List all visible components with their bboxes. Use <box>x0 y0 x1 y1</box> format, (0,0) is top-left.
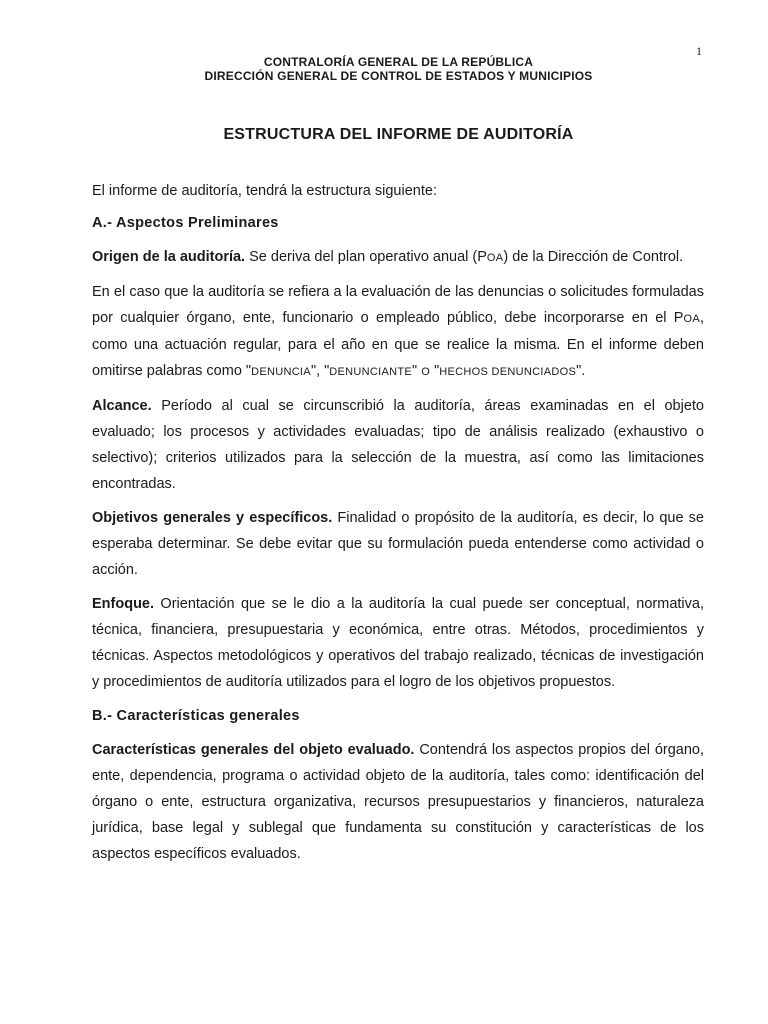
paragraph-caracteristicas <box>92 737 704 867</box>
paragraph-objetivos <box>92 505 704 583</box>
paragraph-alcance <box>92 393 704 497</box>
organization-header <box>0 55 768 83</box>
caso-word-denunciante: DENUNCIANTE <box>329 366 413 378</box>
caso-word-denuncia: DENUNCIA <box>251 366 311 378</box>
paragraph-origen <box>92 244 704 271</box>
caso-text-2: , como una actuación regular, para el año en que se realice la misma. En el informe deben omitirse palabras como " <box>92 310 704 379</box>
enfoque-text: Orientación que se le dio a la auditoría la cual puede ser conceptual, normativa, técnica, financiera, presupuestaria y económica, entre otras. Métodos, procedimientos y técnicas. Aspectos metodológicos y operativos del trabajo realizado, técnicas de investigación y procedimientos de auditoría utilizados para el logro de los objetivos propuestos. <box>92 596 704 690</box>
caso-text-5: " <box>430 363 440 379</box>
term-caracteristicas: Características generales del objeto evaluado. <box>92 742 415 758</box>
caso-text-1: En el caso que la auditoría se refiera a la evaluación de las denuncias o solicitudes formuladas por cualquier órgano, ente, funcionario o empleado público, debe incorporarse en el P <box>92 284 704 326</box>
paragraph-enfoque <box>92 591 704 695</box>
intro-paragraph: El informe de auditoría, tendrá la estructura siguiente: <box>92 183 437 199</box>
document-body <box>92 178 704 875</box>
document-title: ESTRUCTURA DEL INFORME DE AUDITORÍA <box>223 126 574 143</box>
objetivos-text: Finalidad o propósito de la auditoría, es decir, lo que se esperaba determinar. Se debe evitar que su formulación pueda entenderse como actividad o acción. <box>92 510 704 578</box>
term-origen: Origen de la auditoría. <box>92 249 246 265</box>
organization-name: CONTRALORÍA GENERAL DE LA REPÚBLICA <box>263 55 534 69</box>
section-a-heading: A.- Aspectos Preliminares <box>92 215 279 231</box>
caso-text-6: ". <box>576 363 586 379</box>
term-objetivos: Objetivos generales y específicos. <box>92 510 333 526</box>
term-enfoque: Enfoque. <box>92 596 155 612</box>
section-b-heading: B.- Características generales <box>92 708 300 724</box>
alcance-text: Período al cual se circunscribió la auditoría, áreas examinadas en el objeto evaluado; los procesos y actividades evaluadas; tipo de análisis realizado (exhaustivo o selectivo); criterios utilizados para la selección de la muestra, así como las limitaciones encontradas. <box>92 398 704 492</box>
caracteristicas-text: Contendrá los aspectos propios del órgano, ente, dependencia, programa o actividad objeto de la auditoría, tales como: identificación del órgano o ente, estructura organizativa, recursos presupuestarios y financieros, naturaleza jurídica, base legal y sublegal que fundamenta su constitución y características de los aspectos específicos evaluados. <box>92 742 704 862</box>
origen-text-1: Se deriva del plan operativo anual (P <box>245 249 487 265</box>
term-alcance: Alcance. <box>92 398 152 414</box>
paragraph-caso-denuncias <box>92 279 704 385</box>
origen-acronym: OA <box>486 252 504 264</box>
department-name: DIRECCIÓN GENERAL DE CONTROL DE ESTADOS Y MUNICIPIOS <box>204 69 593 83</box>
page-number: 1 <box>696 44 702 58</box>
caso-acronym: OA <box>683 313 700 325</box>
origen-text-2: ) de la Dirección de Control. <box>503 249 684 265</box>
caso-text-4: " <box>412 363 422 379</box>
caso-word-o: O <box>421 366 431 378</box>
caso-word-hechos: HECHOS DENUNCIADOS <box>439 366 577 378</box>
caso-text-3: ", " <box>310 363 330 379</box>
